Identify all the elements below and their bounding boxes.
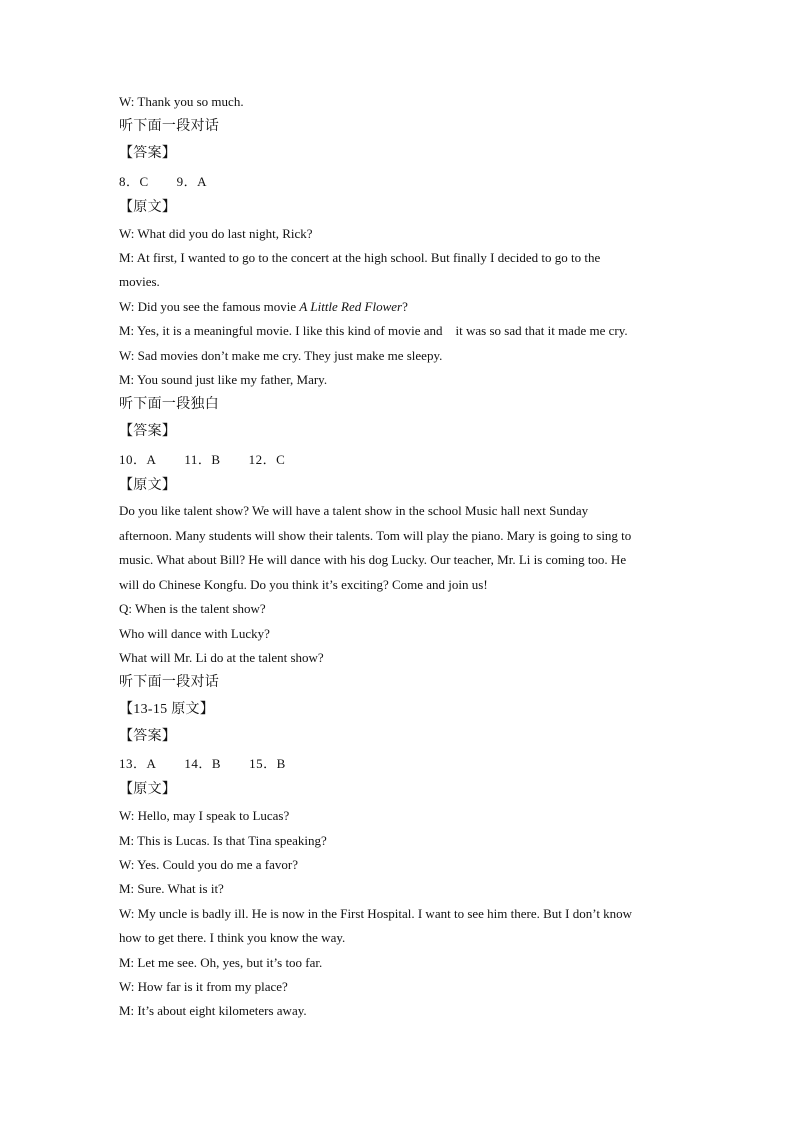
answer-label: 【答案】 <box>119 728 177 744</box>
dialog-line: M: Yes, it is a meaningful movie. I like this kind of movie and it was so sad that it made me cry. <box>119 323 628 339</box>
answer-label: 【答案】 <box>119 146 177 162</box>
dialog-line: how to get there. I think you know the way. <box>119 930 346 946</box>
section-heading: 听下面一段对话 <box>119 119 220 135</box>
section-heading: 听下面一段对话 <box>119 675 220 691</box>
dialog-line: W: What did you do last night, Rick? <box>119 225 313 241</box>
dialog-text: ? <box>402 298 408 314</box>
transcript-label: 【原文】 <box>119 477 177 493</box>
dialog-line: M: This is Lucas. Is that Tina speaking? <box>119 832 327 848</box>
answer-item: 15．B <box>249 756 286 772</box>
monologue-line: Do you like talent show? We will have a talent show in the school Music hall next Sunday <box>119 503 589 519</box>
transcript-label: 【原文】 <box>119 782 177 798</box>
dialog-line: M: At first, I wanted to go to the concert at the high school. But finally I decided to go to the <box>119 249 601 265</box>
answer-row <box>119 168 679 195</box>
dialog-line: M: Let me see. Oh, yes, but it’s too far. <box>119 954 323 970</box>
dialog-line: movies. <box>119 274 160 290</box>
monologue-line: afternoon. Many students will show their talents. Tom will play the piano. Mary is going to sing to <box>119 527 632 543</box>
question-line: What will Mr. Li do at the talent show? <box>119 649 324 665</box>
question-line: Q: When is the talent show? <box>119 601 266 617</box>
answer-item: 8．C <box>119 173 149 189</box>
answer-item: 14．B <box>184 756 222 772</box>
dialog-line: W: Yes. Could you do me a favor? <box>119 856 298 872</box>
dialog-line: M: Sure. What is it? <box>119 881 224 897</box>
answer-item: 10．A <box>119 451 157 467</box>
dialog-line: M: It’s about eight kilometers away. <box>119 1003 307 1019</box>
dialog-text: W: Did you see the famous movie <box>119 298 300 314</box>
section-heading: 听下面一段独白 <box>119 397 220 413</box>
answer-row <box>119 750 679 777</box>
answer-row <box>119 446 679 473</box>
dialog-line: W: Hello, may I speak to Lucas? <box>119 808 290 824</box>
dialog-line: W: My uncle is badly ill. He is now in the First Hospital. I want to see him there. But I don’t know <box>119 905 633 921</box>
question-line: Who will dance with Lucky? <box>119 625 270 641</box>
document-page <box>119 90 679 1024</box>
dialog-line: W: Thank you so much. <box>119 94 244 109</box>
movie-title: A Little Red Flower <box>299 298 403 314</box>
monologue-line: will do Chinese Kongfu. Do you think it’s exciting? Come and join us! <box>119 576 488 592</box>
answer-item: 13．A <box>119 756 157 772</box>
dialog-line: M: You sound just like my father, Mary. <box>119 371 328 387</box>
answer-item: 11．B <box>184 451 221 467</box>
answer-label: 【答案】 <box>119 424 177 440</box>
dialog-line: W: How far is it from my place? <box>119 978 288 994</box>
dialog-line: W: Sad movies don’t make me cry. They just make me sleepy. <box>119 347 443 363</box>
transcript-label: 【原文】 <box>119 199 177 215</box>
transcript-label: 【13-15 原文】 <box>119 702 215 718</box>
dialog-line <box>119 295 679 319</box>
answer-item: 9．A <box>176 173 208 189</box>
monologue-line: music. What about Bill? He will dance with his dog Lucky. Our teacher, Mr. Li is coming too. He <box>119 552 627 568</box>
answer-item: 12．C <box>248 451 286 467</box>
